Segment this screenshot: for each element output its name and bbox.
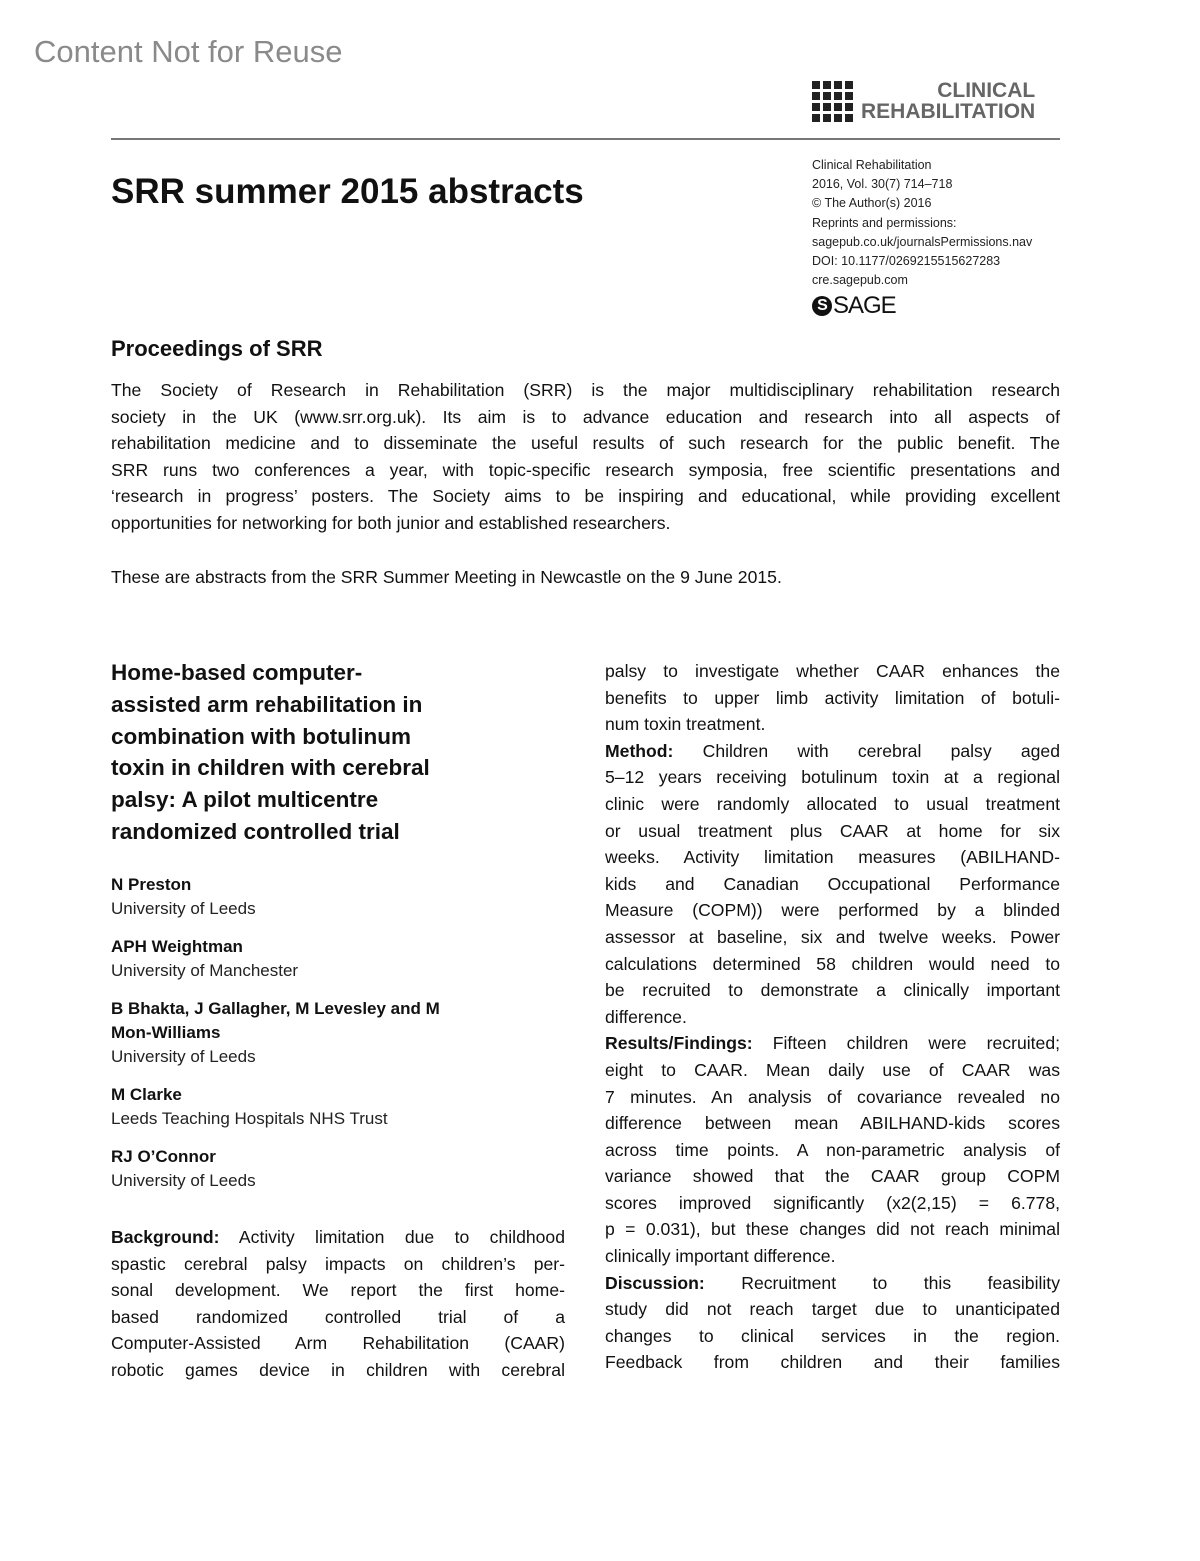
- author-name: RJ O’Connor: [111, 1147, 216, 1166]
- author-entry: [111, 1145, 571, 1193]
- text-line: [605, 1030, 1060, 1057]
- section-label: Background:: [111, 1227, 220, 1247]
- text-line: [111, 430, 1060, 457]
- text-line: [605, 685, 1060, 712]
- line-text: Measure (COPM)) were performed by a blinded: [605, 900, 1060, 921]
- author-name: APH Weightman: [111, 937, 243, 956]
- metadata-line: DOI: 10.1177/0269215515627283: [812, 254, 1001, 269]
- author-name: N Preston: [111, 875, 192, 894]
- line-text: SRR runs two conferences a year, with topic-specific research symposia, free scientific presentations and: [111, 459, 1060, 480]
- text-line: [605, 924, 1060, 951]
- line-text: be recruited to demonstrate a clinically important: [605, 980, 1060, 1001]
- section-label: Discussion:: [605, 1272, 705, 1293]
- line-text: benefits to upper limb activity limitation of botuli-: [605, 687, 1060, 708]
- line-text: Fifteen children were recruited;: [752, 1033, 1060, 1054]
- text-line: [111, 510, 1060, 537]
- text-line: [605, 951, 1060, 978]
- line-text: spastic cerebral palsy impacts on children’s per-: [111, 1253, 565, 1274]
- line-text: assessor at baseline, six and twelve weeks. Power: [605, 926, 1060, 947]
- text-line: [111, 377, 1060, 404]
- line-text: These are abstracts from the SRR Summer Meeting in Newcastle on the 9 June 2015.: [111, 567, 782, 587]
- left-column-body: [111, 1224, 565, 1384]
- author-entry: [111, 935, 571, 983]
- text-line: [605, 1323, 1060, 1350]
- author-name: B Bhakta, J Gallagher, M Levesley and M: [111, 999, 440, 1018]
- author-affiliation: University of Leeds: [111, 899, 256, 918]
- abstract-title: [111, 657, 430, 848]
- text-line: [111, 483, 1060, 510]
- text-line: [111, 1277, 565, 1304]
- author-affiliation: University of Leeds: [111, 1047, 256, 1066]
- text-line: [605, 1137, 1060, 1164]
- text-line: [605, 711, 1060, 738]
- abstract-title-line: combination with botulinum: [111, 723, 411, 749]
- author-name: M Clarke: [111, 1085, 182, 1104]
- line-text: or usual treatment plus CAAR at home for six: [605, 820, 1060, 841]
- line-text: sonal development. We report the first home-: [111, 1280, 565, 1301]
- text-line: [111, 1357, 565, 1384]
- text-line: [111, 1224, 565, 1251]
- metadata-line: © The Author(s) 2016: [812, 196, 932, 211]
- text-line: [605, 1216, 1060, 1243]
- author-affiliation: University of Leeds: [111, 1171, 256, 1190]
- logo-line1: CLINICAL: [937, 79, 1036, 102]
- text-line: [605, 1270, 1060, 1297]
- text-line: [605, 1163, 1060, 1190]
- journal-metadata: [812, 156, 1032, 290]
- abstract-paragraph: [605, 738, 1060, 1031]
- author-entry: [111, 873, 571, 921]
- text-line: [605, 1110, 1060, 1137]
- author-affiliation: University of Manchester: [111, 961, 299, 980]
- page-title: SRR summer 2015 abstracts: [111, 172, 584, 211]
- text-line: [111, 404, 1060, 431]
- metadata-line: Clinical Rehabilitation: [812, 158, 932, 172]
- publisher-name: SAGE: [833, 292, 896, 319]
- metadata-line: sagepub.co.uk/journalsPermissions.nav: [812, 234, 1033, 249]
- right-column-body: [605, 658, 1060, 1376]
- header-rule: [111, 138, 1060, 140]
- intro-note: [111, 564, 1060, 591]
- metadata-line: Reprints and permissions:: [812, 215, 957, 230]
- text-line: [605, 897, 1060, 924]
- text-line: [111, 1330, 565, 1357]
- text-line: [605, 1243, 1060, 1270]
- text-line: [605, 1004, 1060, 1031]
- text-line: [111, 1251, 565, 1278]
- line-text: calculations determined 58 children would need to: [605, 953, 1060, 974]
- line-text: variance showed that the CAAR group COPM: [605, 1166, 1060, 1187]
- text-line: [605, 1084, 1060, 1111]
- line-text: based randomized controlled trial of a: [111, 1306, 565, 1327]
- line-text: Computer-Assisted Arm Rehabilitation (CAAR): [111, 1333, 565, 1354]
- text-line: [111, 457, 1060, 484]
- text-line: [111, 564, 1060, 591]
- line-text: rehabilitation medicine and to disseminate the useful results of such research for the public benefit. The: [111, 433, 1060, 454]
- line-text: across time points. A non-parametric analysis of: [605, 1139, 1060, 1160]
- line-text: Activity limitation due to childhood: [219, 1227, 565, 1247]
- line-text: clinically important difference.: [605, 1246, 836, 1267]
- line-text: society in the UK (www.srr.org.uk). Its aim is to advance education and research into all aspects of: [111, 406, 1060, 427]
- line-text: p = 0.031), but these changes did not reach minimal: [605, 1219, 1060, 1240]
- line-text: clinic were randomly allocated to usual treatment: [605, 793, 1060, 814]
- sage-s-icon: S: [812, 296, 832, 316]
- metadata-line: 2016, Vol. 30(7) 714–718: [812, 177, 953, 192]
- line-text: difference between mean ABILHAND-kids scores: [605, 1113, 1060, 1134]
- line-text: scores improved significantly (x2(2,15) = 6.778,: [605, 1192, 1060, 1213]
- section-label: Results/Findings:: [605, 1033, 753, 1054]
- abstract-paragraph: [605, 1270, 1060, 1376]
- abstract-paragraph: [605, 1030, 1060, 1269]
- line-text: changes to clinical services in the region.: [605, 1325, 1060, 1346]
- text-line: [605, 1190, 1060, 1217]
- section-heading: Proceedings of SRR: [111, 336, 323, 361]
- line-text: robotic games device in children with cerebral: [111, 1359, 565, 1380]
- line-text: opportunities for networking for both junior and established researchers.: [111, 512, 671, 533]
- text-line: [605, 871, 1060, 898]
- text-line: [605, 1057, 1060, 1084]
- text-line: [605, 791, 1060, 818]
- line-text: 5–12 years receiving botulinum toxin at a regional: [605, 767, 1060, 788]
- text-line: [605, 1296, 1060, 1323]
- author-entry: [111, 1083, 571, 1131]
- line-text: eight to CAAR. Mean daily use of CAAR was: [605, 1059, 1060, 1080]
- abstract-title-line: randomized controlled trial: [111, 818, 400, 844]
- line-text: num toxin treatment.: [605, 714, 766, 735]
- text-line: [605, 658, 1060, 685]
- line-text: weeks. Activity limitation measures (ABILHAND-: [605, 847, 1060, 868]
- abstract-title-line: Home-based computer-: [111, 660, 363, 685]
- author-affiliation: Leeds Teaching Hospitals NHS Trust: [111, 1109, 388, 1128]
- abstract-title-line: assisted arm rehabilitation in: [111, 691, 423, 717]
- logo-line2: REHABILITATION: [861, 100, 1036, 123]
- text-line: [605, 764, 1060, 791]
- text-line: [111, 1304, 565, 1331]
- journal-logo: [812, 80, 1035, 122]
- sage-logo: [812, 292, 896, 320]
- text-line: [605, 977, 1060, 1004]
- line-text: The Society of Research in Rehabilitation (SRR) is the major multidisciplinary rehabilitation research: [111, 380, 1060, 400]
- line-text: difference.: [605, 1006, 687, 1027]
- line-text: ‘research in progress’ posters. The Society aims to be inspiring and educational, while providing excellent: [111, 486, 1060, 507]
- text-line: [605, 738, 1060, 765]
- author-name: Mon-Williams: [111, 1023, 221, 1042]
- line-text: palsy to investigate whether CAAR enhances the: [605, 661, 1060, 681]
- logo-grid-icon: [812, 81, 853, 122]
- author-entry: [111, 997, 571, 1069]
- text-line: [605, 818, 1060, 845]
- abstract-title-line: toxin in children with cerebral: [111, 755, 430, 781]
- intro-paragraph: [111, 377, 1060, 537]
- text-line: [605, 844, 1060, 871]
- author-list: [111, 873, 571, 1207]
- line-text: 7 minutes. An analysis of covariance revealed no: [605, 1086, 1060, 1107]
- line-text: Feedback from children and their families: [605, 1352, 1060, 1373]
- watermark: Content Not for Reuse: [34, 34, 343, 69]
- abstract-paragraph: [605, 658, 1060, 738]
- abstract-title-line: palsy: A pilot multicentre: [111, 787, 379, 813]
- line-text: kids and Canadian Occupational Performance: [605, 873, 1060, 894]
- line-text: study did not reach target due to unanticipated: [605, 1299, 1060, 1320]
- line-text: Children with cerebral palsy aged: [673, 740, 1060, 761]
- section-label: Method:: [605, 740, 674, 761]
- line-text: Recruitment to this feasibility: [704, 1272, 1060, 1293]
- metadata-line: cre.sagepub.com: [812, 273, 908, 288]
- text-line: [605, 1349, 1060, 1376]
